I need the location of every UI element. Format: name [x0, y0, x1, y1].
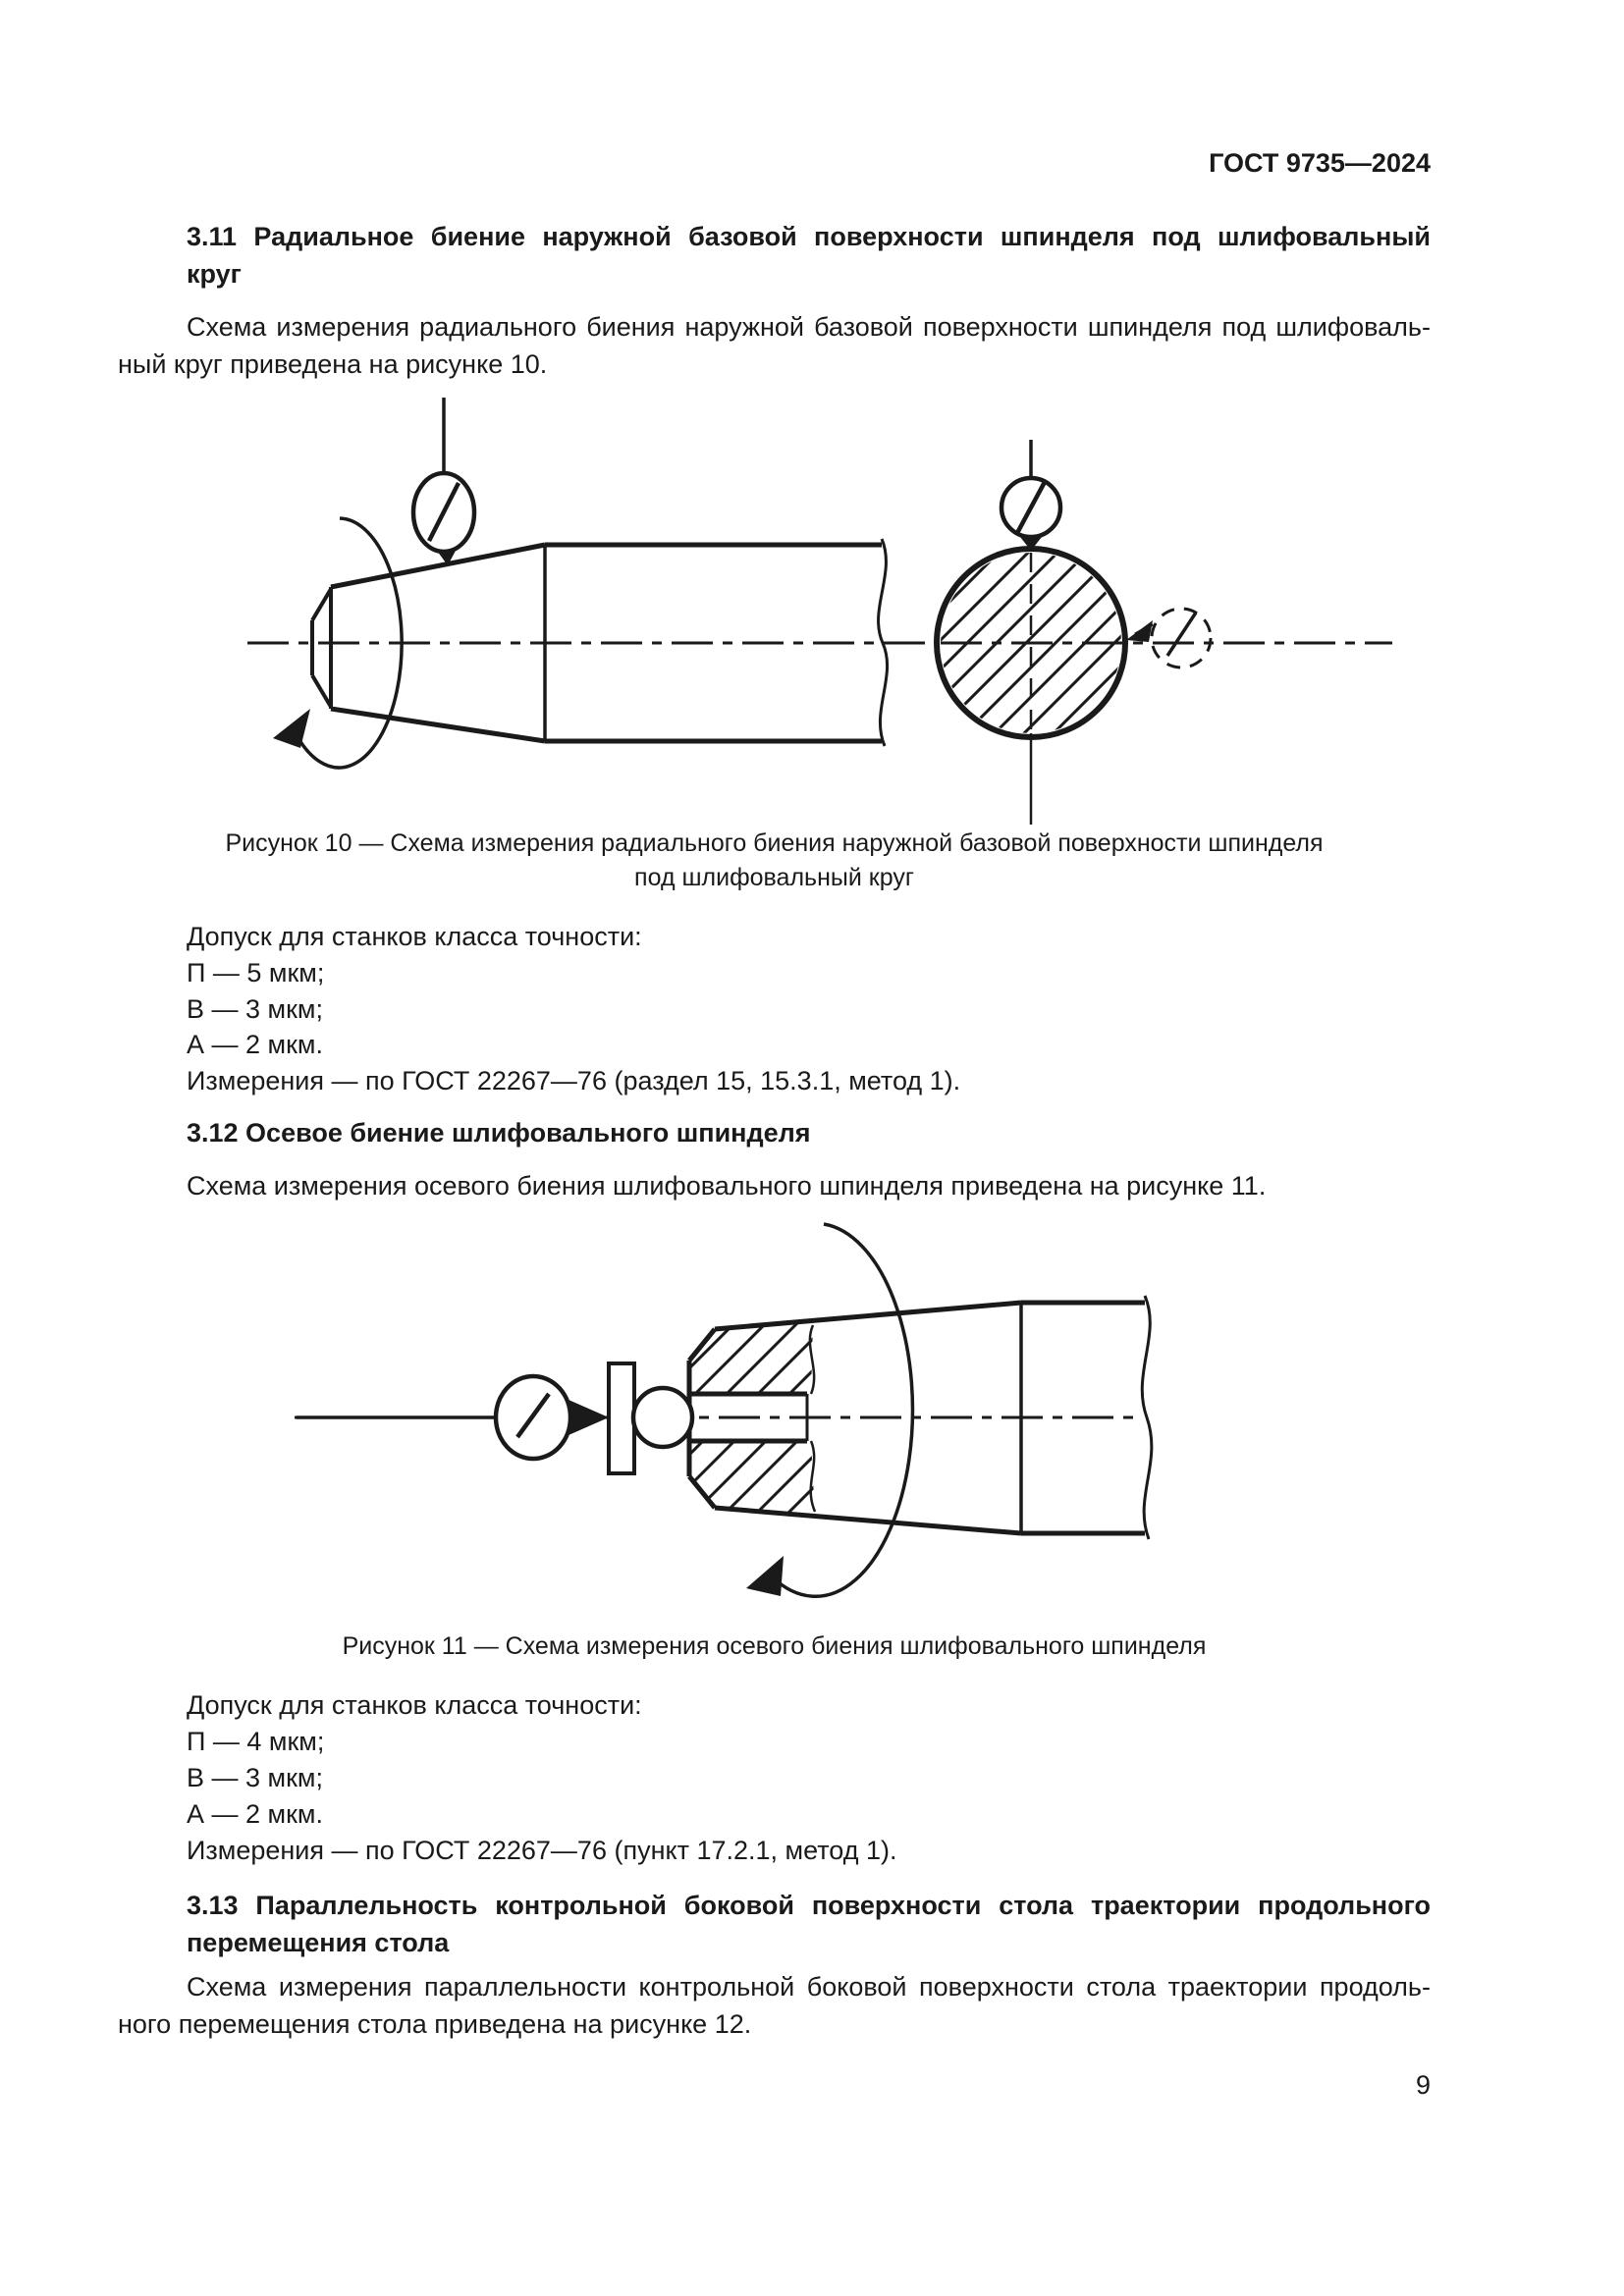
fig10-side-arrow [1126, 620, 1153, 642]
fig11-test-ball [633, 1388, 692, 1447]
heading-3-12: 3.12 Осевое биение шлифовального шпинделя [187, 1118, 811, 1148]
figure-11-drawing [295, 1224, 1152, 1596]
para-3-13-line2: ного перемещения стола приведена на рисунке 12. [118, 2009, 752, 2039]
tolerance-item-a-2: А — 2 мкм. [187, 1799, 323, 1829]
tolerance-item-v-1: В — 3 мкм; [187, 994, 323, 1024]
tolerance-intro-1: Допуск для станков класса точности: [187, 922, 642, 951]
para-3-12: Схема измерения осевого биения шлифовального шпинделя приведена на рисунке 11. [187, 1171, 1267, 1201]
figure-10-caption-line2: под шлифовальный круг [634, 864, 914, 891]
measurement-ref-1: Измерения — по ГОСТ 22267—76 (раздел 15, 15.3.1, метод 1). [187, 1066, 961, 1095]
para-3-11-line1: Схема измерения радиального биения наружной базовой поверхности шпинделя под шлифоваль- [187, 312, 1431, 342]
heading-3-11-line1: 3.11 Радиальное биение наружной базовой поверхности шпинделя под шлифовальный [187, 222, 1431, 251]
figure-10-caption-line1: Рисунок 10 — Схема измерения радиального биения наружной базовой поверхности шпинделя [225, 829, 1324, 857]
doc-code-header: ГОСТ 9735—2024 [1209, 148, 1431, 178]
figure-10-drawing [247, 398, 1392, 825]
fig11-indicator-tip [568, 1400, 609, 1435]
heading-3-11-line2: круг [187, 259, 242, 289]
fig10-cross-section [814, 549, 1238, 825]
tolerance-item-p-1: П — 5 мкм; [187, 958, 325, 988]
fig10-dial-indicator-top [413, 398, 474, 565]
page-number: 9 [1415, 2070, 1431, 2100]
fig10-dial-indicator-side-dashed [1126, 609, 1211, 667]
heading-3-13-line1: 3.13 Параллельность контрольной боковой поверхности стола траектории продольного [187, 1891, 1431, 1920]
para-3-13-line1: Схема измерения параллельности контрольной боковой поверхности стола траектории продоль- [187, 1972, 1431, 2002]
fig10-dial-indicator-section-top [1001, 440, 1060, 551]
tolerance-item-p-2: П — 4 мкм; [187, 1727, 325, 1756]
tolerance-item-v-2: В — 3 мкм; [187, 1763, 323, 1792]
fig11-dial-indicator [297, 1376, 609, 1459]
measurement-ref-2: Измерения — по ГОСТ 22267—76 (пункт 17.2.1, метод 1). [187, 1836, 897, 1865]
figure-11-caption: Рисунок 11 — Схема измерения осевого биения шлифовального шпинделя [342, 1632, 1207, 1660]
fig11-flat-gauge-block [609, 1363, 634, 1473]
para-3-11-line2: ный круг приведена на рисунке 10. [118, 349, 548, 379]
heading-3-13-line2: перемещения стола [187, 1928, 450, 1957]
tolerance-item-a-1: А — 2 мкм. [187, 1030, 323, 1059]
tolerance-intro-2: Допуск для станков класса точности: [187, 1690, 642, 1720]
